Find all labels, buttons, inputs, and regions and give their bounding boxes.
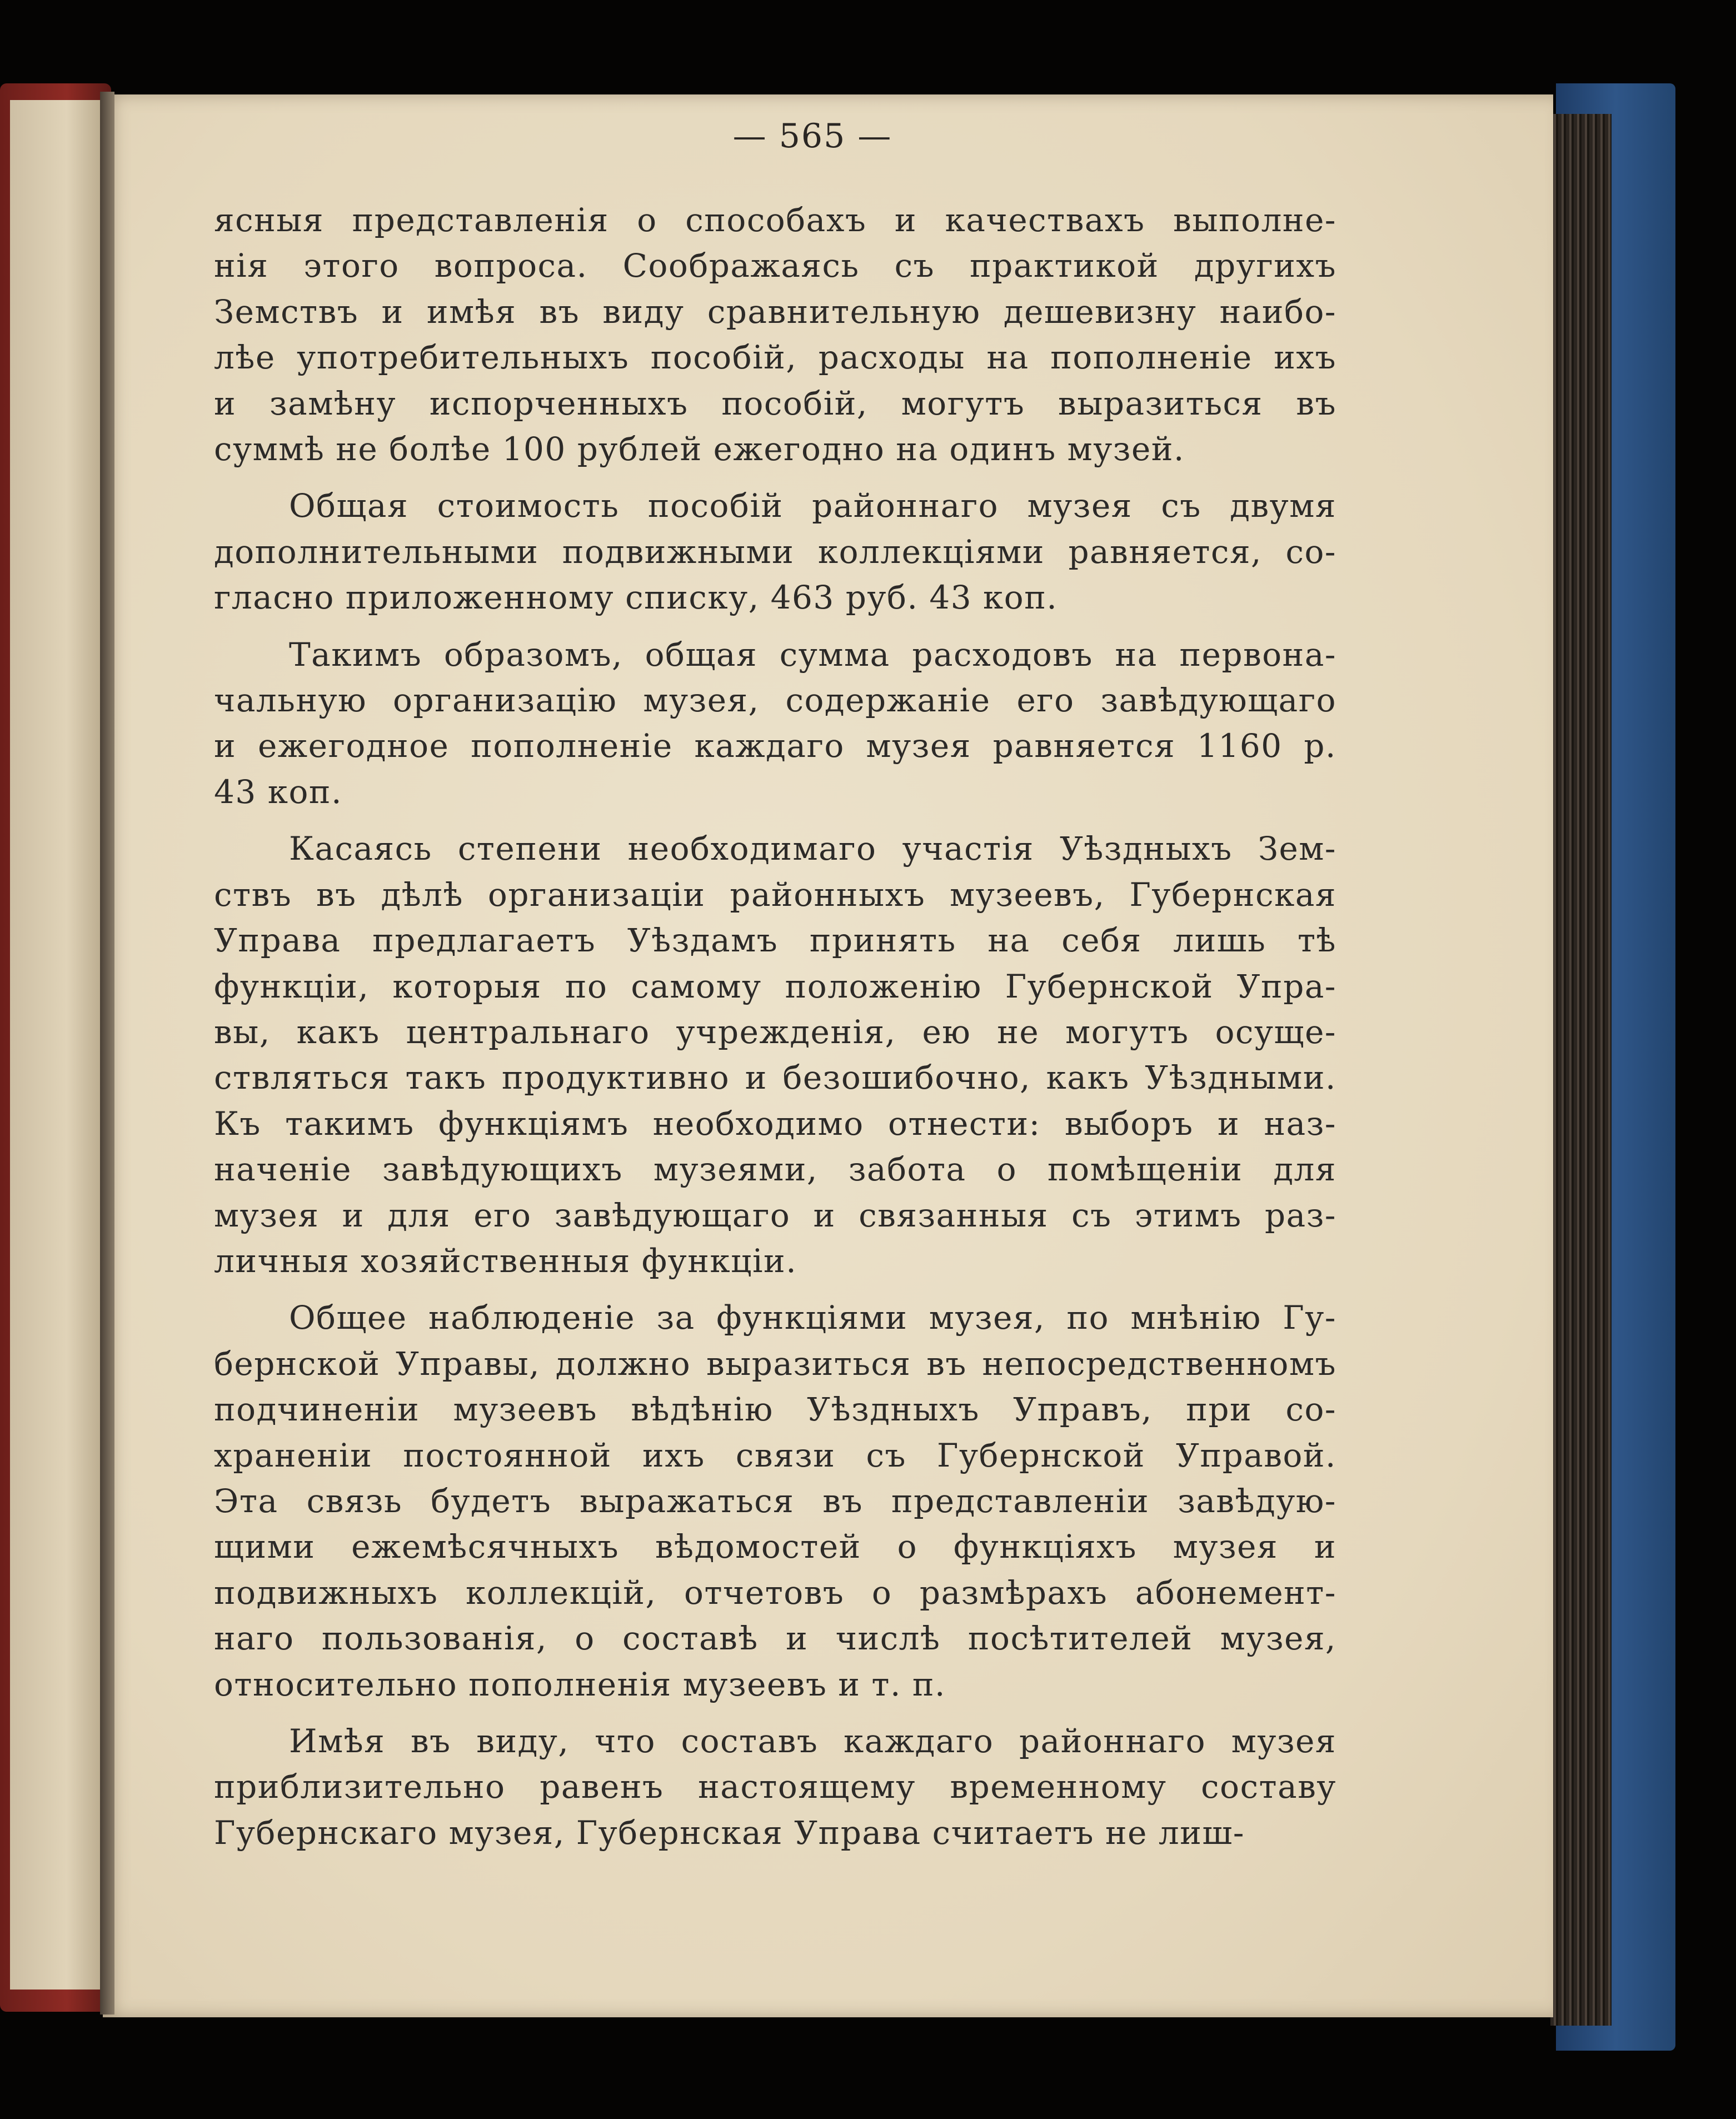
page-body-text [214,197,1336,1867]
text-line: щими ежемѣсячныхъ вѣдомостей о функціяхъ музея и [214,1528,1336,1566]
text-line: вы, какъ центральнаго учрежденія, ею не могутъ осуще- [214,1013,1336,1051]
paragraph [214,632,1336,815]
text-line: Имѣя въ виду, что составъ каждаго районнаго музея [289,1722,1336,1760]
paragraph [214,1718,1336,1856]
text-line: суммѣ не болѣе 100 рублей ежегодно на одинъ музей. [214,430,1185,468]
text-line: приблизительно равенъ настоящему временному составу [214,1768,1336,1806]
text-line: подвижныхъ коллекцій, отчетовъ о размѣрахъ абонемент- [214,1573,1336,1612]
text-line: наченіе завѣдующихъ музеями, забота о помѣщеніи для [214,1150,1336,1189]
text-line: относительно пополненія музеевъ и т. п. [214,1665,946,1703]
book-left-page-edge [10,100,104,1990]
text-line: Общая стоимость пособій районнаго музея съ двумя [289,487,1336,525]
page-number: — 565 — [732,117,892,156]
text-line: и ежегодное пополненіе каждаго музея равняется 1160 р. [214,727,1336,765]
paragraph [214,197,1336,472]
text-line: бернской Управы, должно выразиться въ непосредственномъ [214,1344,1336,1383]
paragraph [214,826,1336,1284]
text-line: гласно приложенному списку, 463 руб. 43 коп. [214,579,1058,617]
text-line: Эта связь будетъ выражаться въ представленіи завѣдую- [214,1482,1336,1520]
text-line: Управа предлагаетъ Уѣздамъ принять на себя лишь тѣ [214,921,1336,960]
text-line: ясныя представленія о способахъ и качествахъ выполне- [214,201,1336,239]
text-line: Такимъ образомъ, общая сумма расходовъ на первона- [289,635,1336,674]
paragraph [214,483,1336,620]
text-line: дополнительными подвижными коллекціями равняется, со- [214,532,1336,571]
text-line: Касаясь степени необходимаго участія Уѣздныхъ Зем- [289,830,1336,868]
text-line: ствляться такъ продуктивно и безошибочно, какъ Уѣздными. [214,1059,1336,1097]
text-line: музея и для его завѣдующаго и связанныя съ этимъ раз- [214,1196,1336,1234]
text-line: функціи, которыя по самому положенію Губернской Упра- [214,967,1336,1005]
text-line: личныя хозяйственныя функціи. [214,1242,797,1280]
text-line: 43 коп. [214,772,343,811]
text-line: Къ такимъ функціямъ необходимо отнести: выборъ и наз- [214,1104,1336,1143]
book-page-edges [1550,114,1612,2026]
text-line: Губернскаго музея, Губернская Управа считаетъ не лиш- [214,1813,1245,1852]
text-line: и замѣну испорченныхъ пособій, могутъ выразиться въ [214,384,1336,422]
text-line: наго пользованія, о составѣ и числѣ посѣтителей музея, [214,1619,1336,1658]
book-gutter [100,92,114,2015]
text-line: Земствъ и имѣя въ виду сравнительную дешевизну наибо- [214,292,1336,331]
text-line: лѣе употребительныхъ пособій, расходы на пополненіе ихъ [214,338,1336,377]
text-line: нія этого вопроса. Соображаясь съ практикой другихъ [214,247,1336,285]
text-line: чальную организацію музея, содержаніе его завѣдующаго [214,681,1336,720]
text-line: подчиненіи музеевъ вѣдѣнію Уѣздныхъ Управъ, при со- [214,1390,1336,1429]
paragraph [214,1295,1336,1707]
text-line: ствъ въ дѣлѣ организаціи районныхъ музеевъ, Губернская [214,875,1336,914]
text-line: Общее наблюденіе за функціями музея, по мнѣнію Гу- [289,1299,1336,1337]
text-line: храненіи постоянной ихъ связи съ Губернской Управой. [214,1436,1336,1474]
